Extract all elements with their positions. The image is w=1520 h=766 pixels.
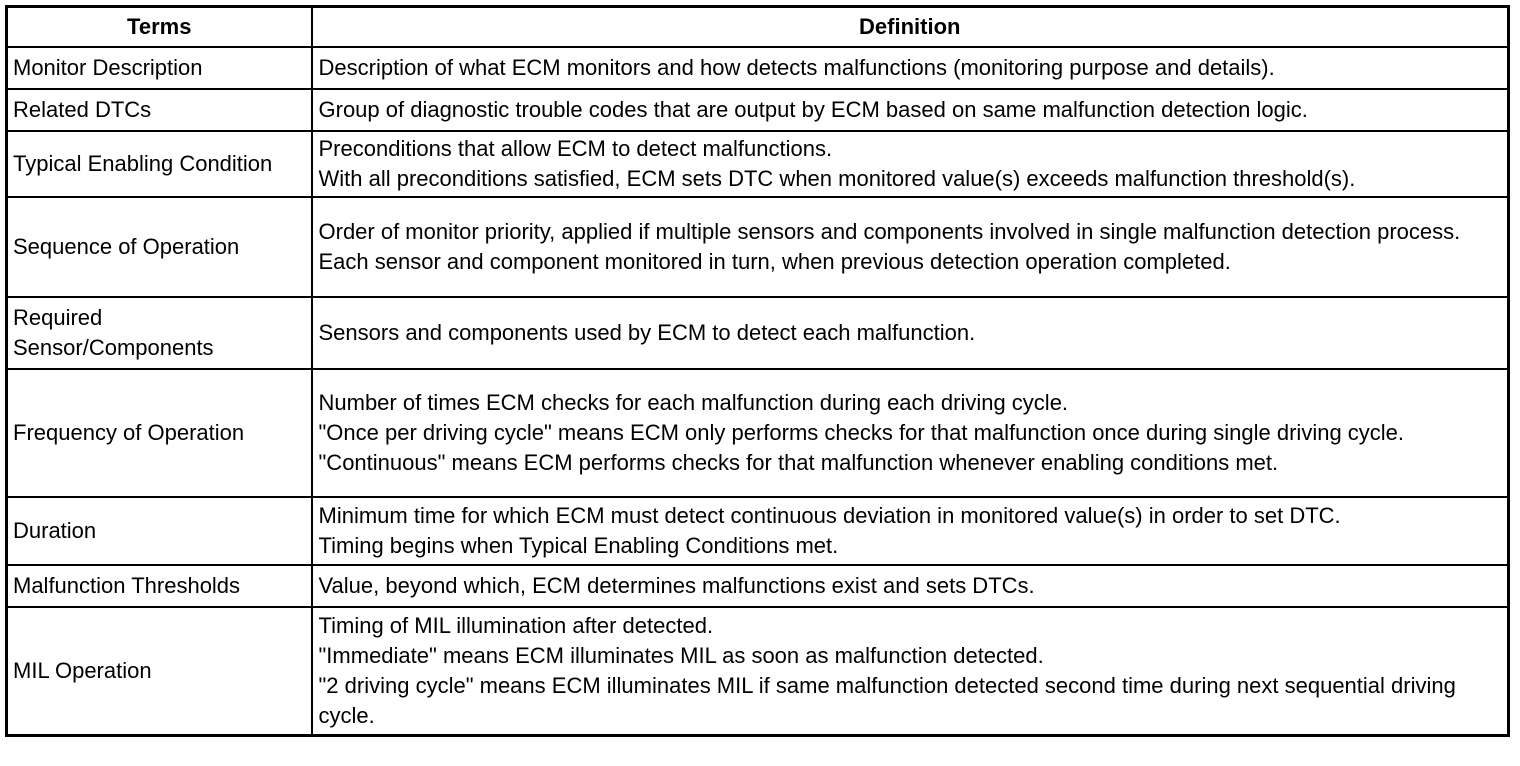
definition-line: Order of monitor priority, applied if multiple sensors and components involved in single malfunction detection process. — [318, 219, 1461, 244]
definition-line: Timing of MIL illumination after detected. — [318, 613, 714, 638]
definition-line: "2 driving cycle" means ECM illuminates MIL if same malfunction detected second time during next sequential driving cycle. — [318, 673, 1456, 728]
definition-cell — [312, 89, 1509, 131]
definition-line: "Once per driving cycle" means ECM only performs checks for that malfunction once during single driving cycle. — [318, 420, 1405, 445]
term-cell: Typical Enabling Condition — [7, 131, 312, 197]
definition-line: Timing begins when Typical Enabling Conditions met. — [318, 533, 839, 558]
term-cell: Frequency of Operation — [7, 369, 312, 497]
header-definition: Definition — [312, 7, 1509, 48]
terms-definition-table — [5, 5, 1510, 737]
definition-line: With all preconditions satisfied, ECM sets DTC when monitored value(s) exceeds malfunction threshold(s). — [318, 166, 1356, 191]
table-row — [7, 369, 1509, 497]
definition-cell — [312, 607, 1509, 736]
term-cell: Related DTCs — [7, 89, 312, 131]
term-cell: Sequence of Operation — [7, 197, 312, 297]
definition-cell — [312, 131, 1509, 197]
definition-cell — [312, 297, 1509, 369]
definition-line: Each sensor and component monitored in turn, when previous detection operation completed. — [318, 249, 1231, 274]
term-cell: Required Sensor/Components — [7, 297, 312, 369]
definition-line: "Immediate" means ECM illuminates MIL as soon as malfunction detected. — [318, 643, 1044, 668]
definition-line: Group of diagnostic trouble codes that are output by ECM based on same malfunction detection logic. — [318, 97, 1308, 122]
table-row — [7, 497, 1509, 565]
table-row — [7, 47, 1509, 89]
table-header-row — [7, 7, 1509, 48]
term-cell: MIL Operation — [7, 607, 312, 736]
definition-line: Number of times ECM checks for each malfunction during each driving cycle. — [318, 390, 1069, 415]
definition-cell — [312, 369, 1509, 497]
table-row — [7, 565, 1509, 607]
table-row — [7, 131, 1509, 197]
definition-line: Preconditions that allow ECM to detect malfunctions. — [318, 136, 833, 161]
definition-cell — [312, 565, 1509, 607]
definition-line: "Continuous" means ECM performs checks for that malfunction whenever enabling conditions met. — [318, 450, 1279, 475]
table-row — [7, 89, 1509, 131]
header-terms: Terms — [7, 7, 312, 48]
definition-cell — [312, 197, 1509, 297]
table-row — [7, 197, 1509, 297]
term-cell: Monitor Description — [7, 47, 312, 89]
definition-line: Value, beyond which, ECM determines malfunctions exist and sets DTCs. — [318, 573, 1035, 598]
definition-line: Description of what ECM monitors and how detects malfunctions (monitoring purpose and details). — [318, 55, 1275, 80]
table-row — [7, 297, 1509, 369]
table-row — [7, 607, 1509, 736]
term-cell: Malfunction Thresholds — [7, 565, 312, 607]
term-cell: Duration — [7, 497, 312, 565]
definition-cell — [312, 497, 1509, 565]
definition-cell — [312, 47, 1509, 89]
definition-line: Minimum time for which ECM must detect continuous deviation in monitored value(s) in order to set DTC. — [318, 503, 1341, 528]
definition-line: Sensors and components used by ECM to detect each malfunction. — [318, 320, 976, 345]
